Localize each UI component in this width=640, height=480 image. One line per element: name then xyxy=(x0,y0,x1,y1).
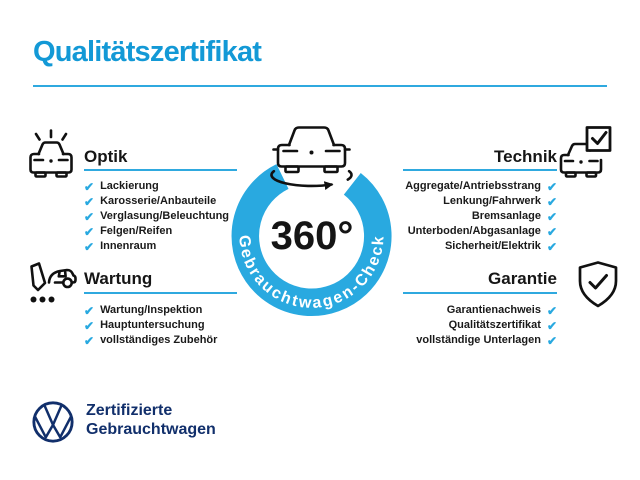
car-shine-icon xyxy=(24,126,78,184)
check-icon: ✔ xyxy=(84,303,95,318)
check-item xyxy=(84,333,217,348)
check-icon: ✔ xyxy=(546,333,557,348)
check-icon: ✔ xyxy=(546,318,557,333)
wartung-underline xyxy=(84,292,237,294)
optik-list xyxy=(84,179,229,254)
check-icon: ✔ xyxy=(546,303,557,318)
check-item xyxy=(84,303,217,318)
check-icon: ✔ xyxy=(546,194,557,209)
check-item xyxy=(84,194,229,209)
garantie-list xyxy=(377,303,557,348)
check-item-label: Karosserie/Anbauteile xyxy=(100,195,217,207)
section-heading-wartung: Wartung xyxy=(84,269,153,288)
check-item-label: Lackierung xyxy=(100,180,159,192)
check-item-label: Innenraum xyxy=(100,240,157,252)
page-title: Qualitätszertifikat xyxy=(33,36,262,68)
check-icon: ✔ xyxy=(546,239,557,254)
check-item-label: Aggregate/Antriebsstrang xyxy=(405,180,541,192)
check-icon: ✔ xyxy=(546,209,557,224)
check-item-label: Felgen/Reifen xyxy=(100,225,173,237)
check-item xyxy=(84,179,229,194)
check-item xyxy=(377,194,557,209)
check-icon: ✔ xyxy=(84,209,95,224)
check-item-label: Wartung/Inspektion xyxy=(100,304,203,316)
check-icon: ✔ xyxy=(84,318,95,333)
title-divider xyxy=(33,85,607,87)
check-item xyxy=(84,318,217,333)
vw-logo xyxy=(31,400,75,444)
check-icon: ✔ xyxy=(546,224,557,239)
check-item-label: Unterboden/Abgasanlage xyxy=(407,225,541,237)
footer-brand-text xyxy=(86,401,216,439)
check-icon: ✔ xyxy=(84,239,95,254)
garantie-underline xyxy=(403,292,557,294)
check-icon: ✔ xyxy=(84,194,95,209)
check-icon: ✔ xyxy=(84,224,95,239)
service-pen-car-icon xyxy=(22,257,80,313)
footer-line-2: Gebrauchtwagen xyxy=(86,421,216,438)
wartung-list xyxy=(84,303,217,348)
footer-line-1: Zertifizierte xyxy=(86,402,173,419)
check-item-label: Verglasung/Beleuchtung xyxy=(100,210,230,222)
check-icon: ✔ xyxy=(546,179,557,194)
car-checkbox-icon xyxy=(556,124,616,186)
check-item-label: vollständige Unterlagen xyxy=(416,334,541,346)
optik-underline xyxy=(84,169,237,171)
check-item-label: Hauptuntersuchung xyxy=(100,319,205,331)
technik-list xyxy=(377,179,557,254)
check-item xyxy=(377,239,557,254)
technik-underline xyxy=(403,169,557,171)
section-heading-optik: Optik xyxy=(84,147,128,166)
check-item xyxy=(84,224,229,239)
check-item-label: Bremsanlage xyxy=(471,210,541,222)
check-item xyxy=(377,209,557,224)
check-item xyxy=(84,239,229,254)
ring-label: Gebrauchtwagen-Check xyxy=(235,233,388,313)
check-item xyxy=(377,179,557,194)
section-heading-garantie: Garantie xyxy=(488,269,557,288)
shield-check-icon xyxy=(575,259,621,311)
check-item-label: Sicherheit/Elektrik xyxy=(444,240,541,252)
check-icon: ✔ xyxy=(84,333,95,348)
check-item xyxy=(377,303,557,318)
check-item-label: vollständiges Zubehör xyxy=(100,334,218,346)
check-icon: ✔ xyxy=(84,179,95,194)
check-item-label: Qualitätszertifikat xyxy=(448,319,541,331)
check-item xyxy=(377,333,557,348)
check-item xyxy=(84,209,229,224)
section-heading-technik: Technik xyxy=(494,147,557,166)
check-item-label: Lenkung/Fahrwerk xyxy=(443,195,541,207)
degree-label: 360° xyxy=(270,214,354,258)
check-item-label: Garantienachweis xyxy=(446,304,541,316)
check-item xyxy=(377,224,557,239)
check-item xyxy=(377,318,557,333)
car-front-rotate-icon xyxy=(271,128,351,186)
